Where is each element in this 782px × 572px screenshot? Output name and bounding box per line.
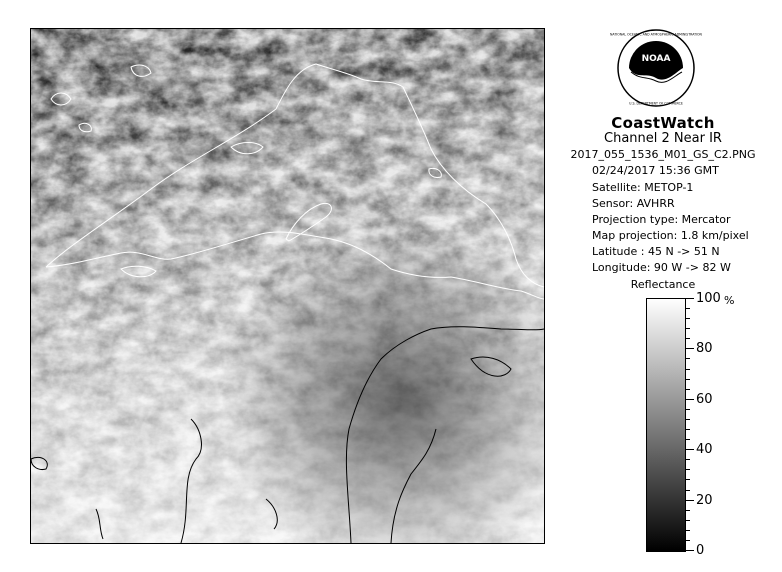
legend-tick-label: 100 [696,291,721,306]
map-projection-label: Map projection: 1.8 km/pixel [592,229,749,242]
legend-minor-tick [686,318,690,319]
legend-unit: % [724,294,735,307]
satellite-image [30,28,545,544]
channel-subtitle: Channel 2 Near IR [604,131,722,146]
legend-tick-label: 80 [696,341,713,356]
legend-major-tick [686,449,694,450]
legend-minor-tick [686,379,690,380]
legend-minor-tick [686,479,690,480]
legend-minor-tick [686,429,690,430]
legend-major-tick [686,348,694,349]
legend-tick-label: 20 [696,493,713,508]
logo-ring-bottom: U.S. DEPARTMENT OF COMMERCE [629,101,683,106]
legend-minor-tick [686,389,690,390]
projection-type-label: Projection type: Mercator [592,213,731,226]
noaa-logo [610,28,702,108]
legend-minor-tick [686,369,690,370]
legend-major-tick [686,550,694,551]
acquisition-date: 02/24/2017 15:36 GMT [592,164,719,177]
latitude-label: Latitude : 45 N -> 51 N [592,245,720,258]
legend-minor-tick [686,520,690,521]
sensor-label: Sensor: AVHRR [592,197,675,210]
logo-text: NOAA [641,54,671,64]
legend-minor-tick [686,510,690,511]
legend-minor-tick [686,459,690,460]
legend-minor-tick [686,419,690,420]
legend-minor-tick [686,409,690,410]
satellite-label: Satellite: METOP-1 [592,181,694,194]
reflectance-colorbar [646,298,686,552]
legend-minor-tick [686,328,690,329]
legend-minor-tick [686,530,690,531]
legend-major-tick [686,399,694,400]
image-filename: 2017_055_1536_M01_GS_C2.PNG [570,148,756,161]
logo-ring-top: NATIONAL OCEANIC AND ATMOSPHERIC ADMINISTRATION [610,32,702,37]
info-panel [560,20,770,560]
legend-tick-label: 0 [696,543,705,558]
legend-minor-tick [686,439,690,440]
satellite-image-canvas [31,29,544,543]
legend-major-tick [686,298,694,299]
legend-minor-tick [686,490,690,491]
legend-tick-label: 60 [696,392,713,407]
legend-tick-label: 40 [696,442,713,457]
legend-minor-tick [686,540,690,541]
legend-minor-tick [686,308,690,309]
longitude-label: Longitude: 90 W -> 82 W [592,261,731,274]
legend-title: Reflectance [630,278,696,291]
legend-minor-tick [686,358,690,359]
legend-major-tick [686,500,694,501]
legend-minor-tick [686,338,690,339]
legend-minor-tick [686,469,690,470]
app-title: CoastWatch [611,114,715,132]
